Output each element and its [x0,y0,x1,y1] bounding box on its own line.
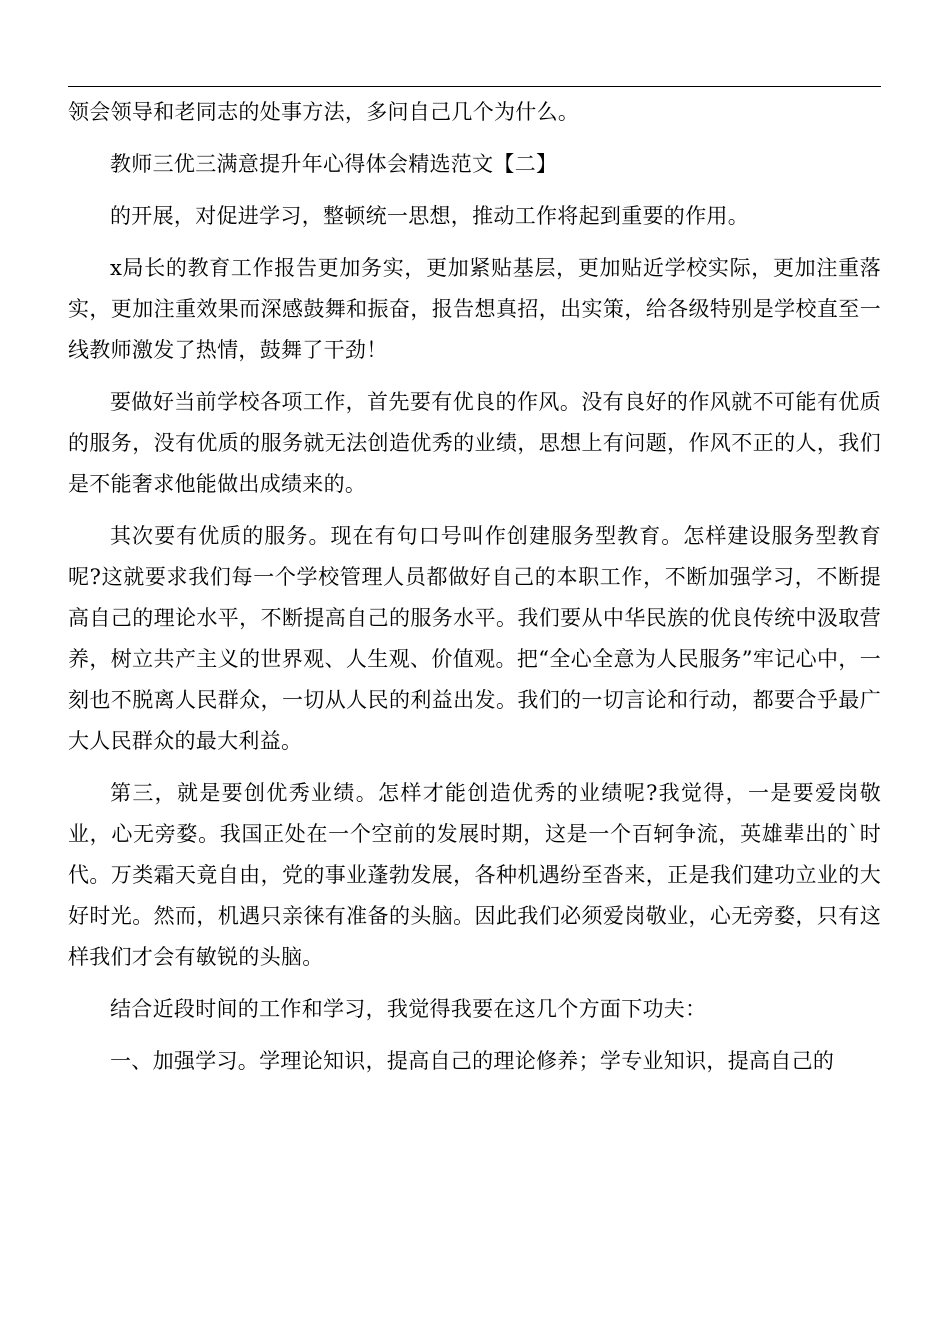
paragraph: 其次要有优质的服务。现在有句口号叫作创建服务型教育。怎样建设服务型教育呢?这就要求我们每一个学校管理人员都做好自己的本职工作，不断加强学习，不断提高自己的理论水平，不断提高自己的服务水平。我们要从中华民族的优良传统中汲取营养，树立共产主义的世界观、人生观、价值观。把“全心全意为人民服务”牢记心中，一刻也不脱离人民群众，一切从人民的利益出发。我们的一切言论和行动，都要合乎最广大人民群众的最大利益。 [68,524,881,753]
paragraph: 一、加强学习。学理论知识，提高自己的理论修养；学专业知识，提高自己的 [110,1049,835,1073]
paragraph: 的开展，对促进学习，整顿统一思想，推动工作将起到重要的作用。 [110,204,749,228]
section-heading: 教师三优三满意提升年心得体会精选范文【二】 [110,152,558,176]
paragraph: 结合近段时间的工作和学习，我觉得我要在这几个方面下功夫： [110,997,707,1021]
paragraph: 第三，就是要创优秀业绩。怎样才能创造优秀的业绩呢?我觉得，一是要爱岗敬业，心无旁婺。我国正处在一个空前的发展时期，这是一个百轲争流，英雄辈出的`时代。万类霜天竟自由，党的事业蓬勃发展，各种机遇纷至沓来，正是我们建功立业的大好时光。然而，机遇只亲徕有准备的头脑。因此我们必须爱岗敬业，心无旁婺，只有这样我们才会有敏锐的头脑。 [68,781,881,969]
body-text [68,92,881,1093]
paragraph: 要做好当前学校各项工作，首先要有优良的作风。没有良好的作风就不可能有优质的服务，没有优质的服务就无法创造优秀的业绩，思想上有问题，作风不正的人，我们是不能奢求他能做出成绩来的。 [68,390,881,496]
paragraph-continuation: 领会领导和老同志的处事方法，多问自己几个为什么。 [68,100,580,124]
header-rule [68,86,881,87]
paragraph: x局长的教育工作报告更加务实，更加紧贴基层，更加贴近学校实际，更加注重落实，更加注重效果而深感鼓舞和振奋，报告想真招，出实策，给各级特别是学校直至一线教师激发了热情，鼓舞了干劲！ [68,256,881,362]
